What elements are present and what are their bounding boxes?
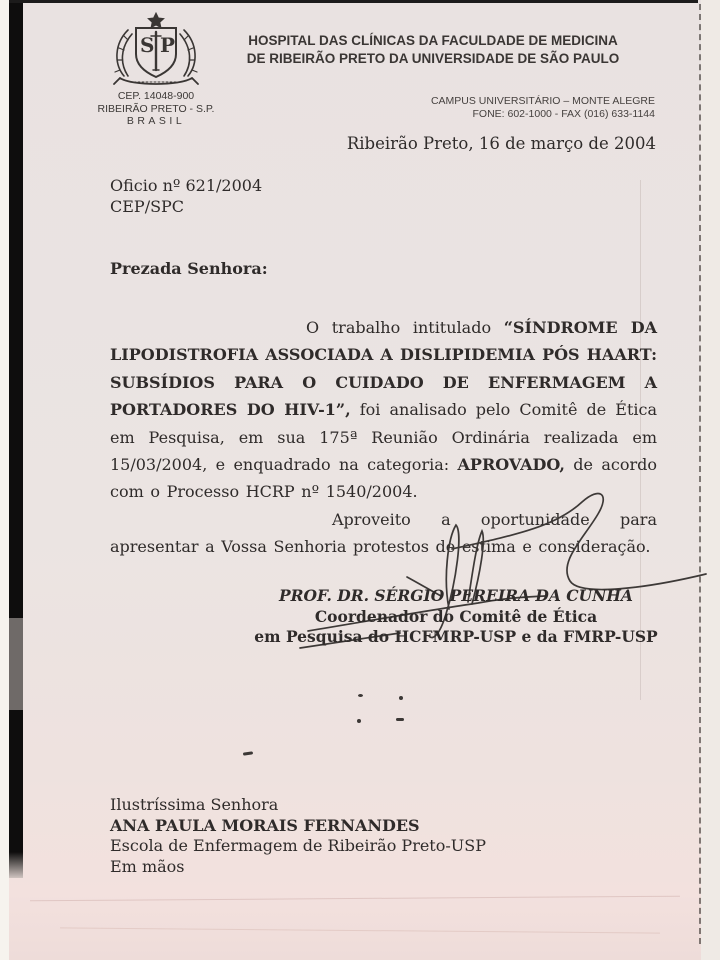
signer-role-line2: em Pesquisa do HCFMRP-USP e da FMRP-USP (254, 627, 658, 646)
campus-line: CAMPUS UNIVERSITÁRIO – MONTE ALEGRE (430, 95, 655, 107)
scan-right-margin (701, 0, 720, 960)
letter-body (110, 314, 657, 561)
crest-cep: CEP. 14048-900 (117, 90, 195, 102)
crest-country: BRASIL (126, 115, 186, 127)
scan-left-edge-gray-segment (9, 618, 23, 710)
letterhead-crest-block (94, 12, 218, 128)
recipient-honorific: Ilustríssima Senhora (110, 795, 279, 814)
paragraph-closing: Aproveito a oportunidade para apresentar a Vossa Senhoria protestos de estima e consideração. (110, 509, 657, 557)
crest-city: RIBEIRÃO PRETO - S.P. (97, 102, 215, 115)
recipient-institution: Escola de Enfermagem de Ribeirão Preto-USP (110, 836, 486, 855)
recipient-name: ANA PAULA MORAIS FERNANDES (110, 815, 420, 835)
sao-paulo-coat-of-arms-icon (102, 12, 210, 90)
letterhead-title (213, 32, 653, 67)
scan-right-edge (699, 4, 701, 944)
ink-speck (243, 751, 253, 755)
oficio-number: Oficio nº 621/2004 (110, 176, 263, 195)
delivery-method: Em mãos (110, 856, 185, 876)
study-title: “SÍNDROME DA LIPODISTROFIA ASSOCIADA A DISLIPIDEMIA PÓS HAART: SUBSÍDIOS PARA O CUIDADO DE ENFERMAGEM A PORTADORES DO HIV-1”, (110, 318, 657, 420)
ink-speck (399, 696, 403, 700)
scanner-background-strip (0, 0, 9, 960)
letterhead-title-line2: DE RIBEIRÃO PRETO DA UNIVERSIDADE DE SÃO PAULO (246, 50, 620, 66)
paper-crease (60, 927, 660, 933)
letterhead-contact (355, 95, 655, 120)
svg-text:S: S (140, 33, 155, 57)
signature-block (250, 586, 662, 648)
p1-intro: O trabalho intitulado (306, 318, 504, 337)
ink-speck (396, 718, 404, 721)
p1-end: de acordo com o Processo HCRP nº 1540/2004. (110, 455, 657, 502)
department-code: CEP/SPC (110, 197, 185, 216)
ink-speck (357, 719, 361, 723)
paper-crease (30, 896, 680, 902)
scan-top-edge (9, 0, 698, 3)
salutation: Prezada Senhora: (110, 259, 268, 278)
letterhead-title-line1: HOSPITAL DAS CLÍNICAS DA FACULDADE DE MEDICINA (248, 33, 618, 48)
recipient-block (110, 795, 486, 877)
signer-role-line1: Coordenador do Comitê de Ética (314, 606, 598, 626)
paragraph-approval (110, 314, 657, 506)
scan-left-edge (9, 0, 23, 878)
letter-date: Ribeirão Preto, 16 de março de 2004 (346, 134, 656, 153)
ink-speck (358, 694, 363, 697)
approval-status: APROVADO, (457, 455, 565, 475)
p1-mid: foi analisado pelo Comitê de Ética em Pesquisa, em sua 175ª Reunião Ordinária realizada em 15/03/2004, e enquadrado na categoria: (110, 400, 658, 475)
phone-fax-line: FONE: 602-1000 - FAX (016) 633-1144 (472, 107, 655, 120)
scan-left-edge-fade (9, 852, 23, 878)
svg-text:P: P (160, 33, 176, 57)
letter-reference (110, 175, 262, 217)
signer-name: PROF. DR. SÉRGIO PEREIRA DA CUNHA (279, 586, 633, 605)
